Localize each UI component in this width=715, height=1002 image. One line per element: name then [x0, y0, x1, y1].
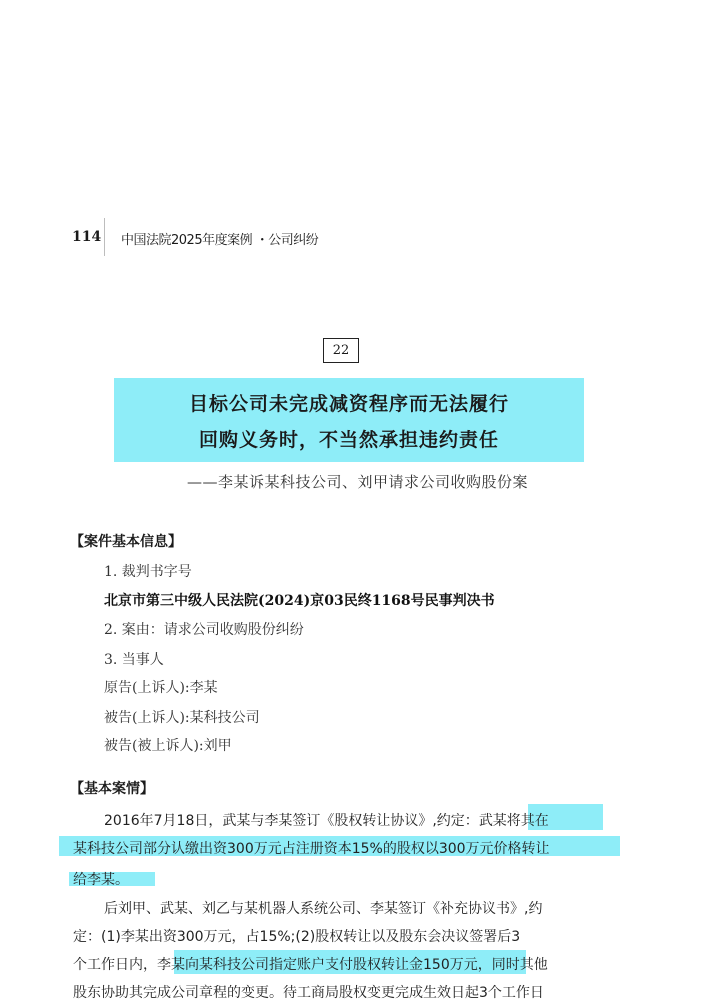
facts-p1-line-3: 给李某。: [73, 872, 129, 888]
facts-p2-line-2: 定：(1)李某出资300万元，占15%;(2)股权转让以及股东会决议签署后3: [73, 929, 521, 945]
info-item-judgment-label: 1. 裁判书字号: [104, 564, 192, 580]
header-divider: [104, 218, 105, 256]
facts-p1-line-2: 某科技公司部分认缴出资300万元占注册资本15%的股权以300万元价格转让: [73, 841, 550, 857]
case-subtitle: ——李某诉某科技公司、刘甲请求公司收购股份案: [186, 473, 528, 491]
facts-highlighted-text: 某向某科技公司指定账户支付股权转让金150万元: [171, 957, 478, 973]
running-title: 中国法院2025年度案例 ・公司纠纷: [121, 233, 319, 248]
facts-p2-line-4: 股东协助其完成公司章程的变更。待工商局股权变更完成生效日起3个工作日: [73, 985, 544, 1001]
judgment-number: 北京市第三中级人民法院(2024)京03民终1168号民事判决书: [104, 593, 495, 609]
info-item-parties-label: 3. 当事人: [104, 652, 164, 668]
party-defendant-1: 被告(上诉人):某科技公司: [104, 710, 260, 726]
facts-text: 2016年7月18日，武某与李某签订《股权转让协议》,约定：: [104, 813, 479, 829]
case-title-line-1: 目标公司未完成减资程序而无法履行: [188, 393, 509, 415]
facts-p1-line-1: [104, 810, 549, 830]
facts-highlighted-text: 武某将其在: [478, 813, 549, 829]
case-number-box: [323, 338, 359, 363]
info-item-cause: 2. 案由：请求公司收购股份纠纷: [104, 622, 304, 638]
section-heading-facts: 【基本案情】: [70, 781, 154, 797]
case-number: 22: [332, 343, 350, 358]
case-title-block: [114, 378, 584, 462]
party-plaintiff: 原告(上诉人):李某: [104, 680, 218, 696]
facts-p2-line-1: 后刘甲、武某、刘乙与某机器人系统公司、李某签订《补充协议书》,约: [104, 901, 543, 917]
facts-text: ，同时其他: [477, 957, 548, 973]
party-defendant-2: 被告(被上诉人):刘甲: [104, 738, 232, 754]
page-number: 114: [72, 229, 102, 245]
facts-text: 个工作日内，李: [73, 957, 171, 973]
case-title-line-2: 回购义务时，不当然承担违约责任: [198, 429, 499, 451]
section-heading-basic-info: 【案件基本信息】: [70, 534, 182, 550]
facts-p2-line-3: [73, 954, 548, 974]
